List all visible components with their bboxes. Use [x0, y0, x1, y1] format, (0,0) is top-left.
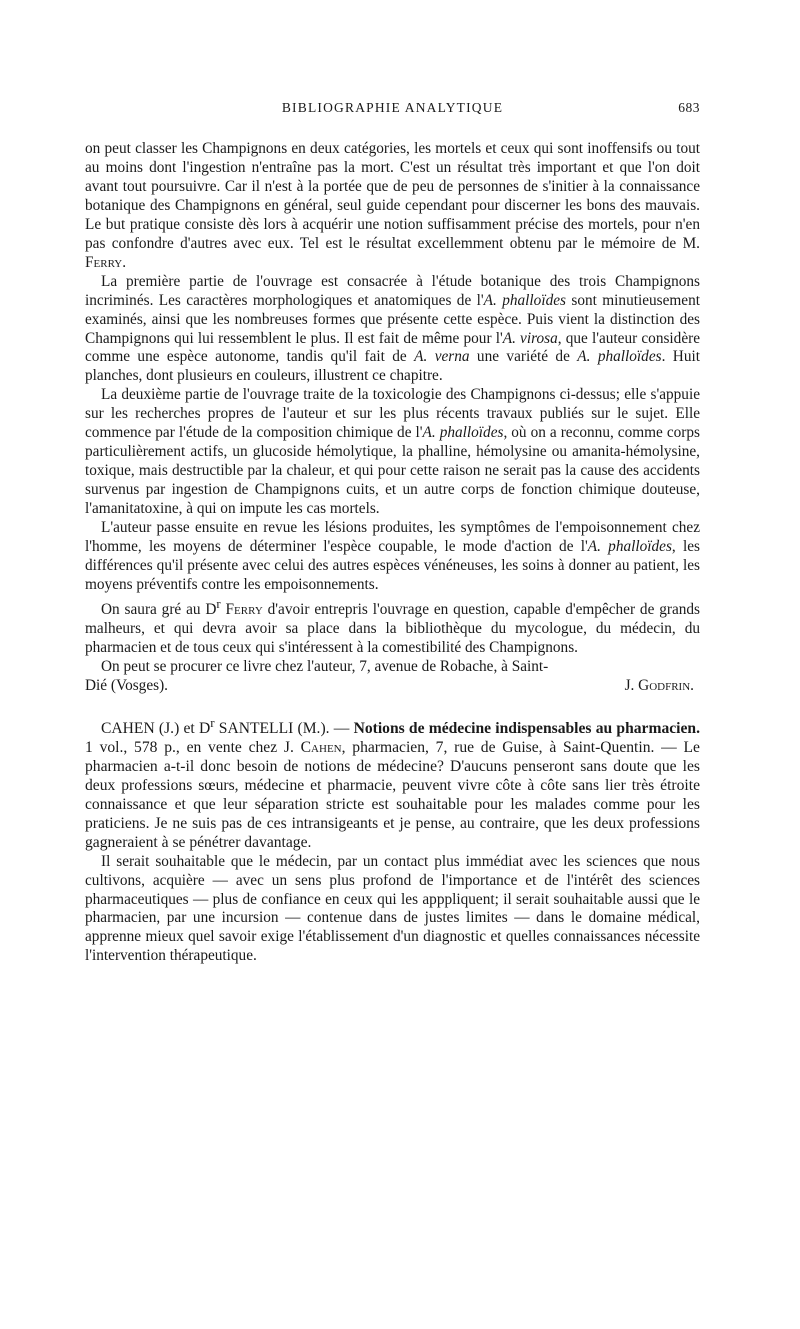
book-title: Notions de médecine indispensables au pharmacien. — [353, 719, 700, 737]
review1-p3-text-a: La deuxième partie de l'ouvrage traite de la toxicologie des Champignons ci-dessus; elle s'appuie sur les recherches propres de l'auteur et sur les plus récents travaux publiés sur le sujet. Elle commence par l'étude de la composition chimique de l' — [85, 386, 700, 442]
page-body — [85, 140, 700, 966]
review1-p4-text-a: L'auteur passe ensuite en revue les lésions produites, les symptômes de l'empoisonnement chez l'homme, les moyens de déterminer l'espèce coupable, le mode d'action de l' — [85, 519, 700, 556]
review2-details-b: , pharmacien, 7, rue de Guise, à Saint-Quentin. — Le pharmacien a-t-il donc besoin de notions de médecine? D'aucuns penseront sans doute que les deux professions sœurs, médecine et pharmacie, peuvent vivre côte à côte sans lier très étroite connaissance et que leur séparation stricte est souhaitable pour les malades comme pour les praticiens. Je ne suis pas de ces intransigeants et je pense, au contraire, que les deux professions gagneraient à se pénétrer davantage. — [85, 738, 700, 851]
review1-paragraph-1 — [85, 140, 700, 273]
species-name: A. phalloïdes — [422, 424, 504, 442]
running-head — [85, 100, 700, 124]
review1-p1-text: on peut classer les Champignons en deux catégories, les mortels et ceux qui sont inoffensifs ou tout au moins dont l'ingestion n'entraîne pas la mort. C'est un résultat très important et que l'on doit avant tout poursuivre. Car il n'est à la portée que de peu de personnes de s'initier à la connaissance botanique des Champignons en général, seul guide cependant pour discerner les bons des mauvais. Le but pratique consiste dès lors à acquérir une notion suffisamment précise des mortels, pour n'en pas confondre d'autres avec eux. Tel est le résultat excellemment obtenu par le mémoire de M. — [85, 140, 700, 252]
review2-paragraph-1 — [85, 714, 700, 853]
section-gap — [85, 696, 700, 714]
species-name: A. virosa — [502, 329, 558, 347]
review1-p5-text-b: d'avoir entrepris l'ouvrage en question, capable d'empêcher de grands malheurs, et qui devra avoir sa place dans la bibliothèque du mycologue, du médecin, du pharmacien et de tous ceux qui s'intéressent à la comestibilité des Champignons. — [85, 600, 700, 656]
journal-page — [85, 100, 700, 966]
title-superscript: r — [210, 714, 215, 730]
reviewer-signature — [625, 677, 700, 696]
review1-p6-text-b: Dié (Vosges). — [85, 676, 168, 694]
species-name: A. phalloïdes — [577, 348, 662, 366]
review2-p2-text: Il serait souhaitable que le médecin, par un contact plus immédiat avec les sciences que nous cultivons, acquière — avec un sens plus profond de l'importance et de l'intérêt des sciences pharmaceutiques — plus de confiance en ceux qui les apppliquent; il serait souhaitable aussi que le pharmacien, par une incursion — contenue dans de justes limites — dans le domaine médical, apprenne mieux quel savoir exige l'établissement d'un diagnostic et quelles connaissances nécessite l'intervention thérapeutique. — [85, 852, 700, 965]
review1-paragraph-2 — [85, 273, 700, 387]
review1-p5-text-a: On saura gré au D — [101, 600, 217, 618]
species-name: A. phalloïdes — [483, 291, 566, 309]
review1-p2-text-a: La première partie de l'ouvrage est consacrée à l'étude botanique des trois Champignons incriminés. Les caractères morphologiques et anatomiques de l' — [85, 272, 700, 309]
review2-details-a: 1 vol., 578 p., en vente chez J. — [85, 738, 301, 756]
review1-p6-text-a: On peut se procurer ce livre chez l'auteur, 7, avenue de Robache, à Saint- — [101, 657, 549, 675]
review1-p2-text-g: une variété de — [469, 348, 578, 366]
title-superscript: r — [216, 596, 221, 611]
signature-name: Godfrin — [638, 676, 691, 694]
review1-p2-text-i: . Huit planches, dont plusieurs en couleurs, illustrent ce chapitre. — [85, 348, 700, 385]
review1-p2-text-e: , que l'auteur considère comme une espèce autonome, tandis qu'il fait de — [85, 329, 700, 366]
species-name: A. verna — [414, 348, 470, 366]
review1-p1-end: . — [122, 253, 127, 271]
review1-paragraph-5 — [85, 595, 700, 658]
page-number: 683 — [678, 100, 700, 115]
review1-signature-line — [85, 677, 700, 696]
author-name-ferry: Ferry — [85, 253, 123, 271]
running-title: BIBLIOGRAPHIE ANALYTIQUE — [281, 100, 504, 115]
review1-p3-text-c: , où on a reconnu, comme corps particulièrement actifs, un glucoside hémolytique, la phalline, hémolysine ou amanita-hémolysine, toxique, mais destructible par la chaleur, et qui pour cette raison ne serait pas la cause des accidents survenus par ingestion de Champignons cuits, et un autre corps de fonction chimique douteuse, l'amanitatoxine, à qui on impute les cas mortels. — [85, 424, 700, 518]
review1-paragraph-6 — [85, 658, 700, 677]
review1-paragraph-3 — [85, 386, 700, 519]
signature-end: . — [690, 676, 694, 694]
species-name: A. phalloïdes — [587, 538, 672, 556]
review1-p2-text-c: sont minutieusement examinés, ainsi que les nombreuses formes que présente cette espèce. Puis vient la distinction des Champignons qui lui ressemblent le plus. Il est fait de même pour l' — [85, 291, 700, 347]
review2-authors: CAHEN (J.) et D — [101, 719, 211, 737]
signature-initial: J. — [624, 676, 639, 694]
author-name-ferry: Ferry — [220, 600, 263, 618]
review2-authors-b: SANTELLI (M.). — — [214, 719, 354, 737]
review2-paragraph-2 — [85, 853, 700, 967]
review1-p4-text-c: , les différences qu'il présente avec celui des autres espèces vénéneuses, les soins à donner au patient, les moyens préventifs contre les empoisonnements. — [85, 538, 700, 593]
publisher-name: Cahen — [300, 738, 342, 756]
review1-paragraph-4 — [85, 519, 700, 595]
